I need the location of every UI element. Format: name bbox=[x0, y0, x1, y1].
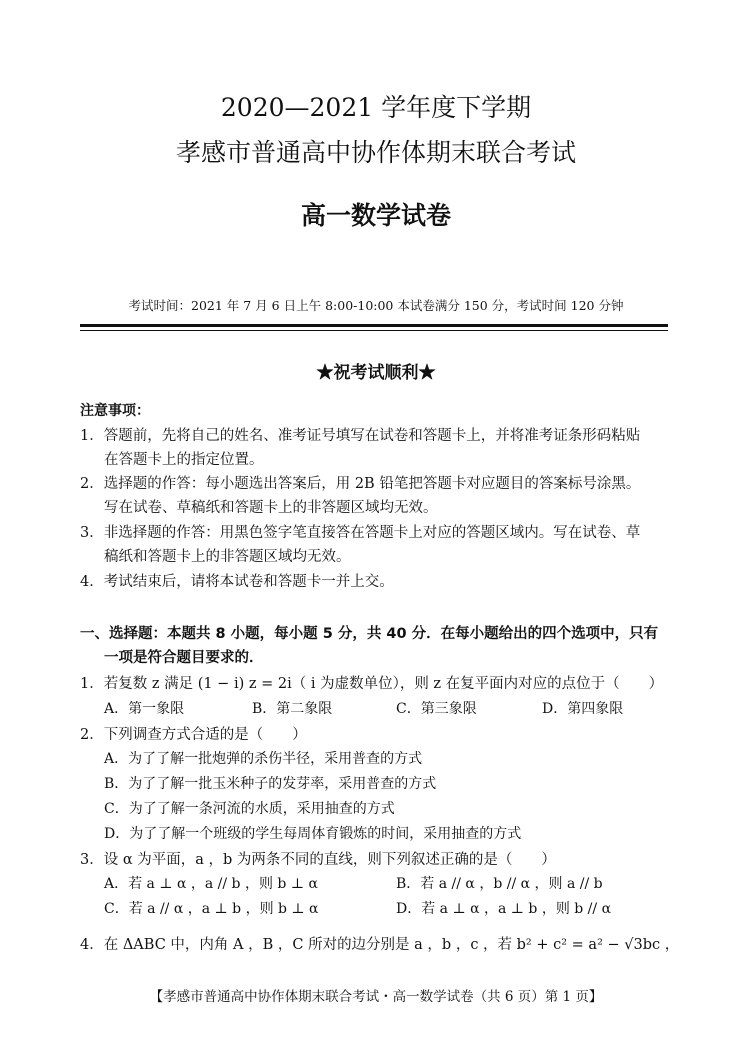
divider-thin bbox=[80, 330, 668, 331]
question-1-option-b: B．第二象限 bbox=[252, 701, 333, 717]
note-item-1: 1．答题前，先将自己的姓名、准考证号填写在试卷和答题卡上，并将准考证条形码粘贴 bbox=[80, 428, 641, 444]
note-item-3: 3．非选择题的作答：用黑色签字笔直接答在答题卡上对应的答题区域内。写在试卷、草 bbox=[80, 525, 641, 541]
divider-thick bbox=[80, 324, 668, 327]
question-1-option-c: C．第三象限 bbox=[396, 701, 477, 717]
question-1-option-a: A．第一象限 bbox=[104, 701, 185, 717]
page-title: 高一数学试卷 bbox=[300, 201, 451, 230]
exam-info: 考试时间：2021 年 7 月 6 日上午 8:00-10:00 本试卷满分 150 分，考试时间 120 分钟 bbox=[128, 298, 624, 313]
note-item-4: 4．考试结束后，请将本试卷和答题卡一并上交。 bbox=[80, 574, 394, 590]
notes-label: 注意事项： bbox=[80, 403, 150, 419]
note-item-2: 2．选择题的作答：每小题选出答案后，用 2B 铅笔把答题卡对应题目的答案标号涂黑。 bbox=[80, 476, 641, 492]
question-3-stem: 3．设 α 为平面，a ，b 为两条不同的直线，则下列叙述正确的是（ ） bbox=[80, 852, 556, 868]
question-2-option-d: D．为了了解一个班级的学生每周体育锻炼的时间，采用抽查的方式 bbox=[104, 826, 522, 842]
question-2-option-c: C．为了了解一条河流的水质，采用抽查的方式 bbox=[104, 801, 395, 817]
section-heading-cont: 一项是符合题目要求的． bbox=[104, 650, 264, 666]
question-4-stem: 4．在 ΔABC 中，内角 A ，B ，C 所对的边分别是 a ，b ，c ，若 b² + c² = a² − √3bc ， bbox=[80, 937, 680, 953]
section-heading: 一、选择题：本题共 8 小题，每小题 5 分，共 40 分．在每小题给出的四个选项中，只有 bbox=[80, 626, 659, 642]
page-footer: 【孝感市普通高中协作体期末联合考试・高一数学试卷（共 6 页）第 1 页】 bbox=[149, 989, 603, 1005]
question-3-option-a: A．若 a ⊥ α ，a // b ，则 b ⊥ α bbox=[104, 876, 318, 892]
question-1-option-d: D．第四象限 bbox=[542, 701, 624, 717]
question-3-option-b: B．若 a // α ，b // α ，则 a // b bbox=[396, 876, 603, 892]
question-2-stem: 2．下列调查方式合适的是（ ） bbox=[80, 727, 307, 743]
question-2-option-b: B．为了了解一批玉米种子的发芽率，采用普查的方式 bbox=[104, 776, 437, 792]
question-2-option-a: A．为了了解一批炮弹的杀伤半径，采用普查的方式 bbox=[104, 751, 423, 767]
question-3-option-c: C．若 a // α ，a ⊥ b ，则 b ⊥ α bbox=[104, 901, 319, 917]
good-luck-banner: ★祝考试顺利★ bbox=[316, 363, 436, 383]
question-3-option-d: D．若 a ⊥ α ，a ⊥ b ，则 b // α bbox=[396, 901, 612, 917]
note-item-2-cont: 写在试卷、草稿纸和答题卡上的非答题区域均无效。 bbox=[104, 500, 438, 516]
exam-organizer-line: 孝感市普通高中协作体期末联合考试 bbox=[175, 138, 576, 167]
exam-term-line: 2020—2021 学年度下学期 bbox=[220, 93, 532, 122]
question-1-stem: 1．若复数 z 满足 (1 − i) z = 2i（ i 为虚数单位），则 z 在复平面内对应的点位于（ ） bbox=[80, 676, 664, 692]
note-item-1-cont: 在答题卡上的指定位置。 bbox=[104, 452, 264, 468]
note-item-3-cont: 稿纸和答题卡上的非答题区域均无效。 bbox=[104, 549, 351, 565]
